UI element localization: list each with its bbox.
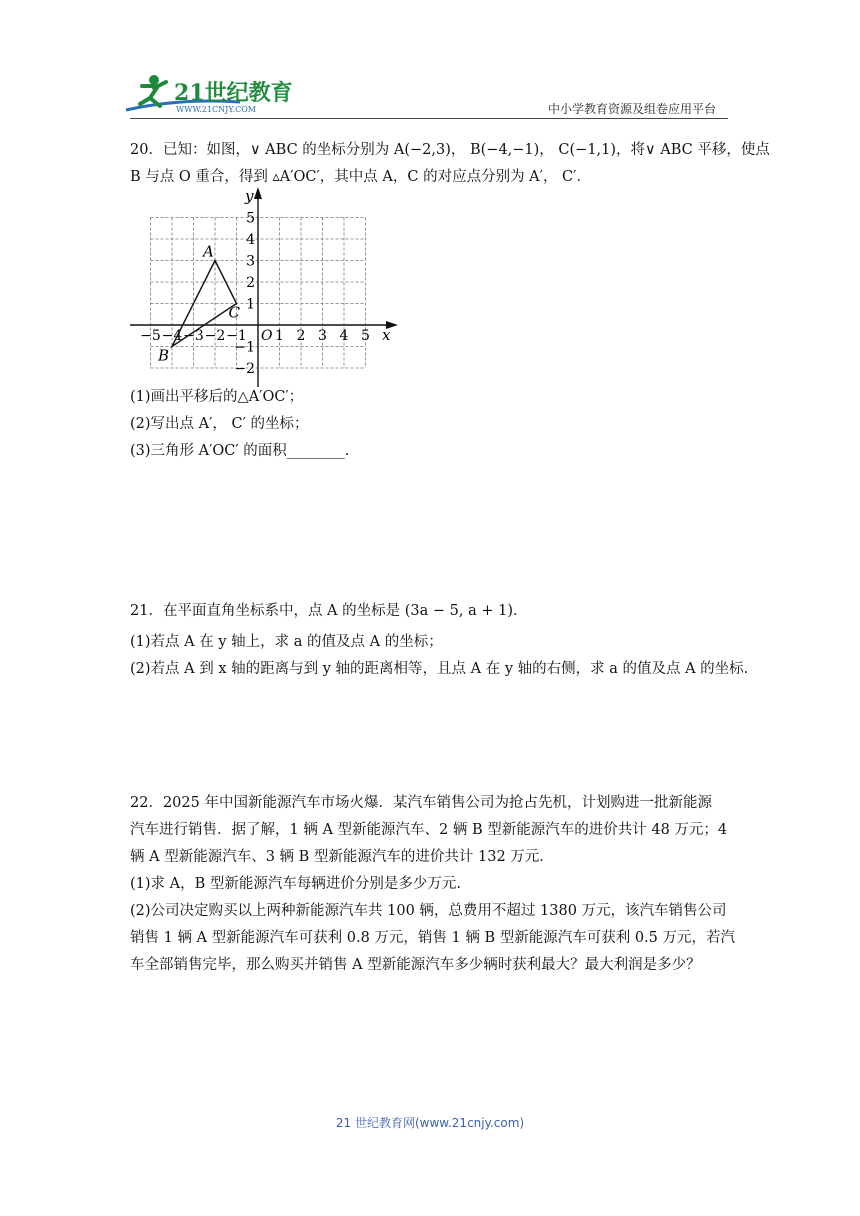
question-22 — [130, 790, 736, 979]
header-platform-name: 中小学教育资源及组卷应用平台 — [548, 102, 717, 116]
question-20 — [130, 137, 770, 191]
y-tick-label: −2 — [234, 361, 255, 377]
q20-line1: 20．已知：如图，∨ ABC 的坐标分别为 A(−2,3)， B(−4,−1)， C(−1,1)，将∨ ABC 平移，使点 — [130, 142, 770, 158]
x-tick-label: −5 — [140, 328, 161, 344]
q22-sub2a: (2)公司决定购买以上两种新能源汽车共 100 辆，总费用不超过 1380 万元，该汽车销售公司 — [130, 903, 727, 919]
q22-line2: 汽车进行销售．据了解，1 辆 A 型新能源汽车、2 辆 B 型新能源汽车的进价共计 48 万元；4 — [130, 822, 728, 838]
y-tick-label: 5 — [246, 210, 255, 227]
logo-url: WWW.21CNJY.COM — [176, 105, 256, 114]
q20-sub2: (2)写出点 A′， C′ 的坐标； — [130, 416, 309, 432]
x-tick-label: −2 — [204, 328, 226, 344]
point-label-c: C — [228, 303, 240, 322]
q20-line2: B 与点 O 重合，得到 ▵A′OC′，其中点 A，C 的对应点分别为 A′， C′． — [130, 169, 591, 185]
question-21 — [130, 598, 749, 683]
q22-sub2b: 销售 1 辆 A 型新能源汽车可获利 0.8 万元，销售 1 辆 B 型新能源汽车可获利 0.5 万元，若汽 — [130, 930, 736, 946]
y-tick-label: 1 — [246, 296, 255, 313]
site-logo — [120, 72, 300, 118]
q21-sub2: (2)若点 A 到 x 轴的距离与到 y 轴的距离相等，且点 A 在 y 轴的右侧，求 a 的值及点 A 的坐标. — [130, 661, 749, 677]
q21-sub1: (1)若点 A 在 y 轴上，求 a 的值及点 A 的坐标； — [130, 634, 443, 650]
y-axis-arrow — [254, 187, 262, 199]
origin-label: O — [261, 328, 273, 344]
x-tick-label: 1 — [275, 328, 284, 344]
coordinate-plane — [128, 185, 400, 390]
header-divider — [130, 118, 728, 119]
q21-line1: 21．在平面直角坐标系中，点 A 的坐标是 (3a − 5, a + 1)． — [130, 603, 528, 619]
x-tick-label: −1 — [226, 328, 247, 344]
coordinate-figure — [128, 185, 400, 394]
y-tick-label: 2 — [246, 275, 255, 291]
x-tick-label: 5 — [361, 328, 370, 344]
x-tick-label: 3 — [318, 328, 327, 344]
q22-line1: 22．2025 年中国新能源汽车市场火爆．某汽车销售公司为抢占先机，计划购进一批新能源 — [130, 795, 712, 811]
footer-site: 21 世纪教育网(www.21cnjy.com) — [335, 1116, 525, 1130]
y-tick-label: −1 — [234, 339, 255, 356]
x-tick-label: 2 — [296, 328, 306, 344]
q20-sub1: (1)画出平移后的△A′OC′； — [130, 389, 304, 405]
logo-title: 21世纪教育 — [174, 80, 293, 106]
y-tick-label: 4 — [246, 232, 255, 248]
tick-labels — [140, 211, 370, 378]
y-tick-label: 3 — [246, 253, 255, 270]
x-tick-label: −3 — [183, 328, 204, 344]
point-label-b: B — [158, 346, 170, 365]
point-label-a: A — [203, 242, 214, 261]
q22-line3: 辆 A 型新能源汽车、3 辆 B 型新能源汽车的进价共计 132 万元． — [130, 849, 554, 865]
x-axis-label: x — [382, 326, 391, 344]
q22-sub2c: 车全部销售完毕，那么购买并销售 A 型新能源汽车多少辆时获利最大？最大利润是多少？ — [130, 957, 701, 973]
y-axis-label: y — [245, 187, 254, 205]
axes — [130, 187, 398, 387]
q20-sub3: (3)三角形 A′OC′ 的面积________. — [130, 443, 350, 459]
x-tick-label: −4 — [161, 328, 183, 344]
question-20-parts — [130, 384, 730, 465]
q22-sub1: (1)求 A，B 型新能源汽车每辆进价分别是多少万元. — [130, 876, 461, 892]
x-tick-label: 4 — [339, 328, 349, 344]
